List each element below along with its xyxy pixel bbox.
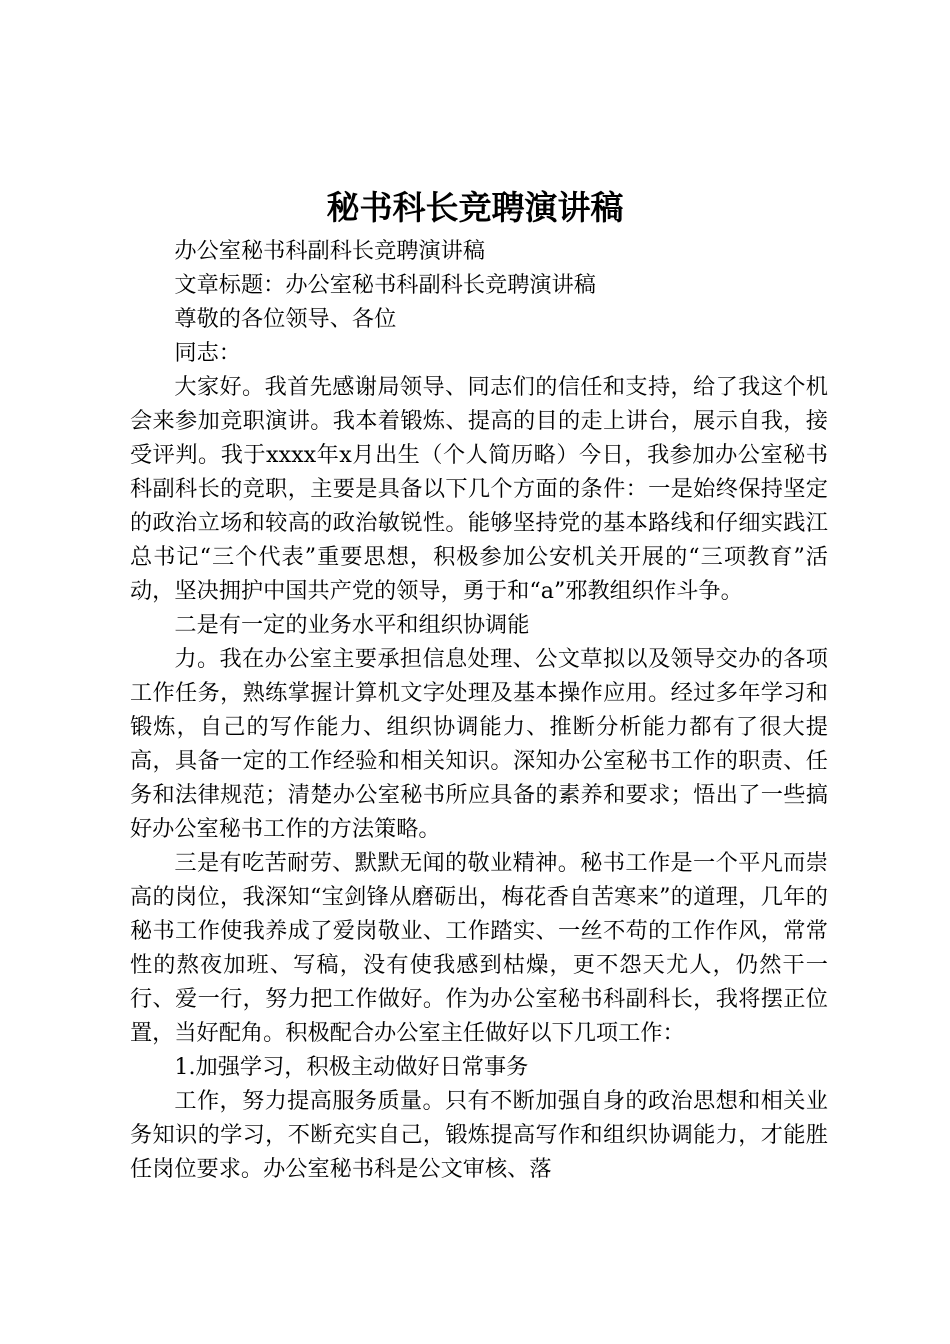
paragraph-salutation: 尊敬的各位领导、各位 (174, 306, 397, 332)
paragraph-point-three: 三是有吃苦耐劳、默默无闻的敬业精神。秘书工作是一个平凡而崇高的岗位，我深知“宝剑锋从磨砺出，梅花香自苦寒来”的道理，几年的秘书工作使我养成了爱岗敬业、工作踏实、一丝不苟的工作作风，常常性的熬夜加班、写稿，没有使我感到枯燥，更不怨天尤人，仍然干一行、爱一行，努力把工作做好。作为办公室秘书科副科长，我将摆正位置，当好配角。积极配合办公室主任做好以下几项工作： (130, 850, 828, 1046)
paragraph-point-two: 二是有一定的业务水平和组织协调能 (174, 612, 530, 638)
paragraph-item-one: 1.加强学习，积极主动做好日常事务 (174, 1054, 529, 1080)
paragraph-item-one-detail: 工作，努力提高服务质量。只有不断加强自身的政治思想和相关业务知识的学习，不断充实自己，锻炼提高写作和组织协调能力，才能胜任岗位要求。办公室秘书科是公文审核、落 (130, 1088, 828, 1182)
paragraph-article-title: 文章标题：办公室秘书科副科长竞聘演讲稿 (174, 272, 596, 298)
paragraph-salutation-cont: 同志： (174, 340, 241, 366)
paragraph-intro: 大家好。我首先感谢局领导、同志们的信任和支持，给了我这个机会来参加竞职演讲。我本着锻炼、提高的目的走上讲台，展示自我，接受评判。我于xxxx年x月出生（个人简历略）今日，我参加办公室秘书科副科长的竞职，主要是具备以下几个方面的条件：一是始终保持坚定的政治立场和较高的政治敏锐性。能够坚持党的基本路线和仔细实践江总书记“三个代表”重要思想，积极参加公安机关开展的“三项教育”活动，坚决拥护中国共产党的领导，勇于和“a”邪教组织作斗争。 (130, 374, 828, 604)
document-title: 秘书科长竞聘演讲稿 (326, 188, 624, 227)
paragraph-point-two-detail: 力。我在办公室主要承担信息处理、公文草拟以及领导交办的各项工作任务，熟练掌握计算机文字处理及基本操作应用。经过多年学习和锻炼，自己的写作能力、组织协调能力、推断分析能力都有了很大提高，具备一定的工作经验和相关知识。深知办公室秘书工作的职责、任务和法律规范；清楚办公室秘书所应具备的素养和要求；悟出了一些搞好办公室秘书工作的方法策略。 (130, 646, 828, 842)
paragraph-subtitle: 办公室秘书科副科长竞聘演讲稿 (174, 238, 486, 264)
document-body (130, 234, 828, 1186)
